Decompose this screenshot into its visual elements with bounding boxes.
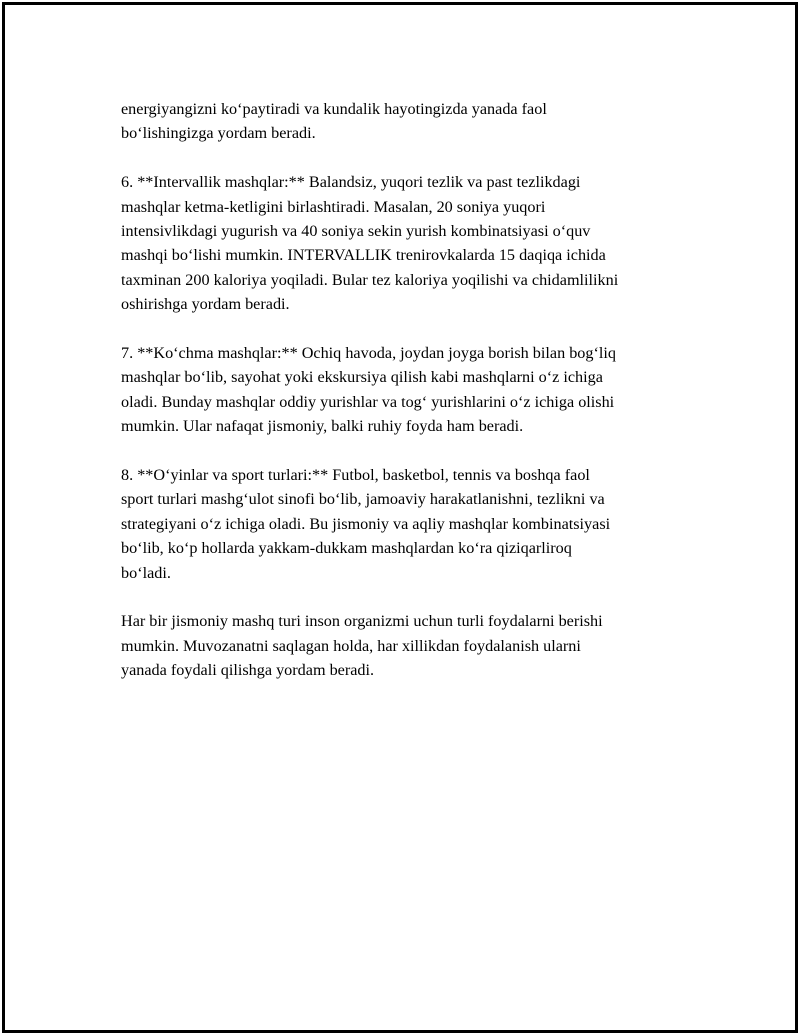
paragraph-interval-exercises: 6. **Intervallik mashqlar:** Balandsiz, yuqori tezlik va past tezlikdagi mashqlar ketma-ketligini birlashtiradi. Masalan, 20 soniya yuqori intensivlikdagi yugurish va 40 soniya sekin yurish kombinatsiyasi o‘quv mashqi bo‘lishi mumkin. INTERVALLIK trenirovkalarda 15 daqiqa ichida taxminan 200 kaloriya yoqiladi. Bular tez kaloriya yoqilishi va chidamlilikni oshirishga yordam beradi. <box>121 173 619 314</box>
paragraph-mobile-exercises: 7. **Ko‘chma mashqlar:** Ochiq havoda, joydan joyga borish bilan bog‘liq mashqlar bo‘lib, sayohat yoki ekskursiya qilish kabi mashqlarni o‘z ichiga oladi. Bunday mashqlar oddiy yurishlar va tog‘ yurishlarini o‘z ichiga olishi mumkin. Ular nafaqat jismoniy, balki ruhiy foyda ham beradi. <box>121 344 616 436</box>
document-body <box>121 97 701 707</box>
paragraph-games-and-sports: 8. **O‘yinlar va sport turlari:** Futbol, basketbol, tennis va boshqa faol sport turlari mashg‘ulot sinofi bo‘lib, jamoaviy harakatlanishni, tezlikni va strategiyani o‘z ichiga oladi. Bu jismoniy va aqliy mashqlar kombinatsiyasi bo‘lib, ko‘p hollarda yakkam-dukkam mashqlardan ko‘ra qiziqarliroq bo‘ladi. <box>121 466 611 582</box>
paragraph-intro-continuation: energiyangizni ko‘paytiradi va kundalik hayotingizda yanada faol bo‘lishingizga yordam beradi. <box>121 100 547 143</box>
paragraph-conclusion: Har bir jismoniy mashq turi inson organizmi uchun turli foydalarni berishi mumkin. Muvozanatni saqlagan holda, har xillikdan foydalanish ularni yanada foydali qilishga yordam beradi. <box>121 612 603 680</box>
page-frame <box>2 2 798 1033</box>
